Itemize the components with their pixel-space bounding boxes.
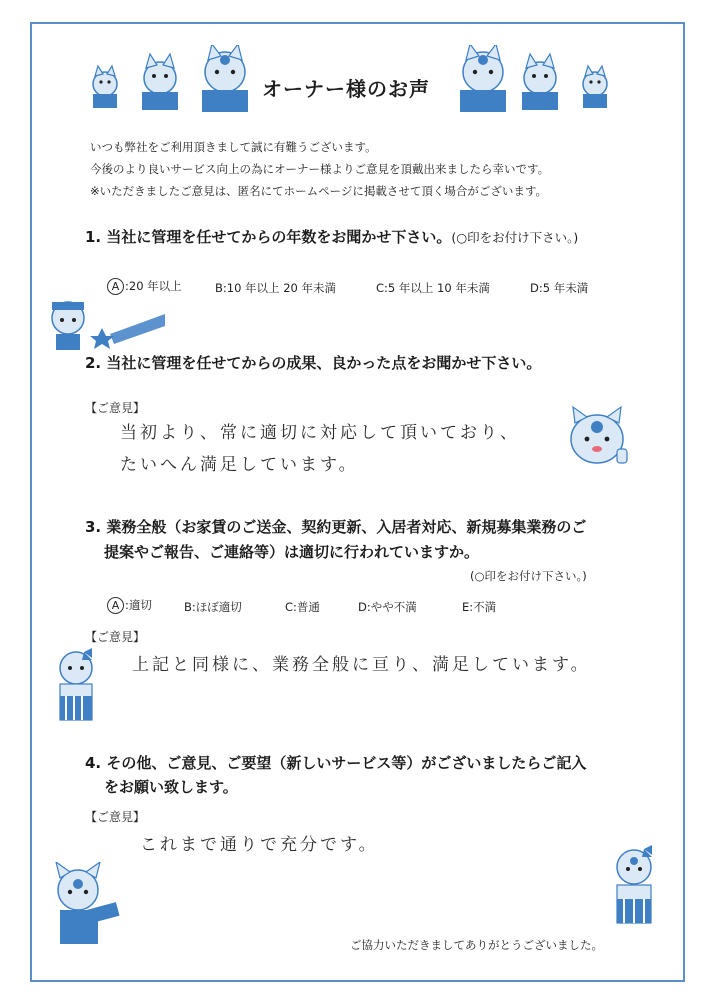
intro-line-2: 今後のより良いサービス向上の為にオーナー様よりご意見を頂戴出来ましたら幸いです。 [90,162,550,176]
q1-option-d[interactable]: D:5 年未満 [530,281,589,295]
q2-opinion-label: 【ご意見】 [85,401,146,415]
q3-option-e[interactable]: E:不満 [462,600,497,614]
q1-option-a[interactable]: A :20 年以上 [107,278,182,295]
q4-opinion-label: 【ご意見】 [85,810,146,824]
dog-mascot-icon-large-left [202,45,248,112]
q3-option-c[interactable]: C:普通 [285,600,320,614]
question-3-line-1: 3. 業務全般（お家賃のご送金、契約更新、入居者対応、新規募集業務のご [85,518,587,536]
dog-mascot-icon-mid-left [142,54,178,110]
question-1 [85,226,578,247]
q3-answer-line-1: 上記と同様に、業務全般に亘り、満足しています。 [132,655,591,675]
q1-option-c[interactable]: C:5 年以上 10 年未満 [376,281,490,295]
q2-answer-line-2: たいへん満足しています。 [120,455,359,475]
intro-line-3: ※いただきましたご意見は、匿名にてホームページに掲載させて頂く場合がございます。 [90,184,547,198]
dog-mascot-girl-icon [48,648,104,724]
dog-mascot-icon-mid-right [522,54,558,110]
intro-line-1: いつも弊社をご利用頂きまして誠に有難うございます。 [90,140,377,154]
thanks-message: ご協力いただきましてありがとうございました。 [350,938,603,952]
question-1-text: 1. 当社に管理を任せてからの年数をお聞かせ下さい。 [85,228,452,246]
q4-answer-line-1: これまで通りで充分です。 [140,835,379,855]
dog-mascot-thumbs-up-icon [565,405,635,475]
question-3-line-2: 提案やご報告、ご連絡等）は適切に行われていますか。 [104,543,480,561]
q1-option-b[interactable]: B:10 年以上 20 年未満 [215,281,336,295]
question-1-note: (○印をお付け下さい。) [451,230,579,245]
q3-option-d[interactable]: D:やや不満 [358,600,417,614]
dog-mascot-icon-small-right [583,66,607,108]
q3-option-b[interactable]: B:ほぼ適切 [184,600,242,614]
dog-mascot-banner-icon [40,296,170,356]
question-4-line-2: をお願い致します。 [104,778,238,796]
dog-mascot-girl-right-icon [606,845,662,927]
q3-option-a[interactable]: A :適切 [107,597,152,614]
question-4-line-1: 4. その他、ご意見、ご要望（新しいサービス等）がございましたらご記入 [85,754,587,772]
dog-mascot-icon-small-left [93,66,117,108]
question-3-note: (○印をお付け下さい。) [470,569,587,583]
question-2-text: 2. 当社に管理を任せてからの成果、良かった点をお聞かせ下さい。 [85,354,542,372]
q1-option-a-circle: A [107,278,124,295]
q3-option-a-circle: A [107,597,124,614]
q2-answer-line-1: 当初より、常に適切に対応して頂いており、 [120,423,520,443]
dog-mascot-next-icon [42,862,122,948]
page-title: オーナー様のお声 [262,77,430,101]
dog-mascot-icon-large-right [460,45,506,112]
q3-opinion-label: 【ご意見】 [85,630,146,644]
